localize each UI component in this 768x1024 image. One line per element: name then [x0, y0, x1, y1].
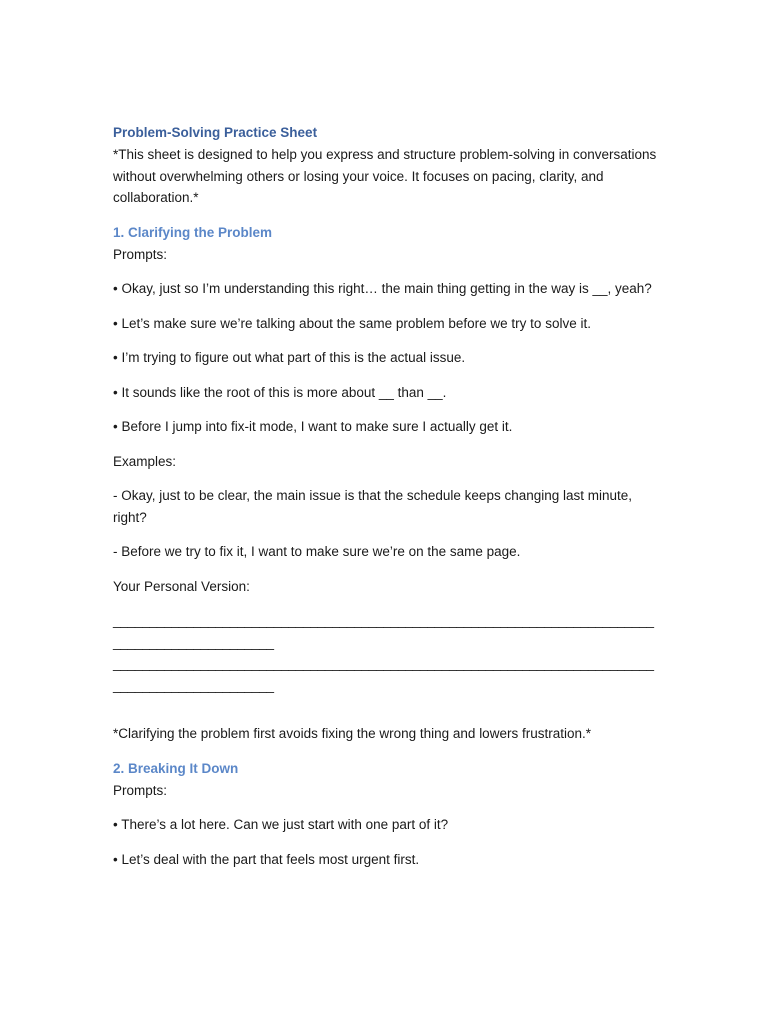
prompt-item: • Okay, just so I’m understanding this right… the main thing getting in the way is __, yeah? — [113, 281, 652, 296]
section-heading-clarifying: 1. Clarifying the Problem — [113, 224, 273, 240]
examples-label: Examples: — [113, 453, 177, 469]
personal-version-label: Your Personal Version: — [113, 578, 250, 594]
clarifying-note: *Clarifying the problem first avoids fixing the wrong thing and lowers frustration.* — [113, 726, 591, 741]
blank-line[interactable]: ________________________________________________________________________________________________ — [113, 613, 654, 650]
personal-version-blanks — [113, 610, 658, 696]
example-item: - Before we try to fix it, I want to make sure we’re on the same page. — [113, 544, 521, 559]
intro-paragraph: *This sheet is designed to help you express and structure problem-solving in conversations without overwhelming others or losing your voice. It focuses on pacing, clarity, and collaboration.* — [113, 147, 657, 205]
prompt-item: • Before I jump into fix-it mode, I want to make sure I actually get it. — [113, 419, 513, 434]
prompt-item: • There’s a lot here. Can we just start with one part of it? — [113, 817, 449, 832]
example-item: - Okay, just to be clear, the main issue is that the schedule keeps changing last minute, right? — [113, 488, 633, 525]
prompt-item: • I’m trying to figure out what part of this is the actual issue. — [113, 350, 466, 365]
prompt-item: • It sounds like the root of this is more about __ than __. — [113, 384, 447, 400]
prompt-item: • Let’s deal with the part that feels most urgent first. — [113, 851, 420, 867]
document-title: Problem-Solving Practice Sheet — [113, 125, 318, 140]
prompts-label: Prompts: — [113, 782, 168, 798]
blank-line[interactable]: ________________________________________________________________________________________________ — [113, 656, 654, 693]
section-heading-breaking-down: 2. Breaking It Down — [113, 760, 239, 776]
prompt-item: • Let’s make sure we’re talking about the same problem before we try to solve it. — [113, 315, 591, 331]
prompts-label: Prompts: — [113, 246, 168, 262]
document-page — [113, 122, 658, 883]
